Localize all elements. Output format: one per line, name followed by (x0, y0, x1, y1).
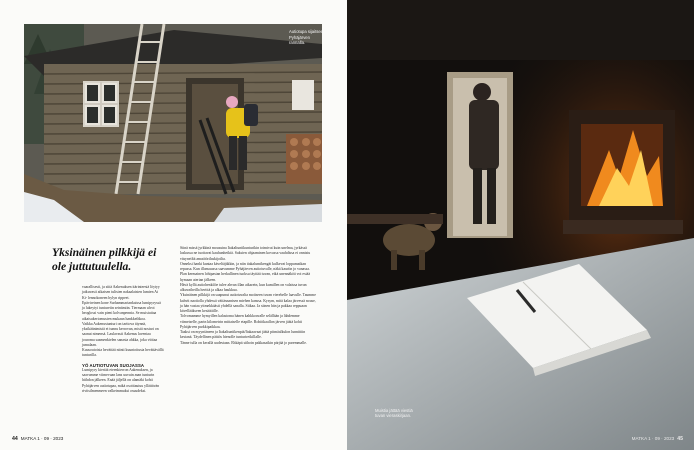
text-column-2 (180, 246, 316, 346)
paragraph: Vaikka Aakenustunturi on tarttova täynnä, yksikäänimistä ei tunnu kerrovan, mistä nostari on saanut nimensä. Laulavasti Aakenus laventaa jouroma saamenkielen sanasta ahkka, joka viittaa jumalaan. (82, 321, 159, 347)
paragraph: Tolvomamme hymyillen kalastoma hänen kahkkoavalle selällään ja lähdemme viimeiselle, parin kilometrin mittaiselle etapille. Rohittkaallon järven jäätä kohti Pyhäjärven parkkipaikkaa. (180, 314, 302, 329)
paragraph: Lumipyry kiertää eteenkierron Aakenuksen, ja saavumme viimevuan lans uuvuin.man tunturin hiihdon jälkeen. Enää jäljellä on alamäki kohti Pyhäjärven autiotupaa, mikä osoittautuu yllättävän rivitsilmenmeen valkeimmuksi osuudeksi. (82, 367, 160, 393)
paragraph: Kuusoutoista hevättää niinti kuuntoitusta hevättävällä tunturilla. (82, 348, 164, 358)
right-page (347, 0, 694, 450)
paragraph: Taaksi on myyntäneen ja Itakaltuntikenpiä/Itakaavaat jäätä pitmäalkulon lunnittiin kestanä. Täydellinen päätös hienolle tunturiretkillalle. (180, 330, 306, 340)
paragraph: Hävä kyllä autiohenkilöe tulee ahvan illan aikarein, kun kumillen on valaissa tuvan alkuvaiheilla hertttä ja alkaa haukkua. (180, 282, 307, 292)
folio-text: MATKA 1 · 09 · 2023 (631, 436, 675, 441)
paragraph: Epävireinen kone Surhammariankaissa lumipyryssä ja lukeytyi tuntureiin seinämiin. Tiermaan ulvoi heoglossi vain pieni kolvanpennia. Se muistuttaa aikaisukertomusten mukaan hankkeihkoa. (82, 300, 161, 321)
folio-left (12, 436, 63, 442)
paragraph: Yksinäinen pilkkijä on saapunut autiotuvalta moitseen tuvan vierebelle laavulle. Taumme kahvit naotiolla yhdessä väitäsnanisen miehen kanssa. Kysym, mitä kalaa järvessä nouse, ja hän vastaa yttmekkäästi yhdellä sanalla. Siikaa. Ja siinen hän ja pakkaa reppuaan kävellääkseen kesäätiille. (180, 293, 316, 313)
headline: Yksinäinen pilkkijä ei ole juttutuulella. (52, 246, 157, 273)
photo-caption-right: Muistia jättää viestiä tuvan vieraskirjaan. (375, 408, 413, 419)
paragraph: Siinä missä jyrkkinä mousuina Itakaltuntikunturikin toimivat kuin unelma, jyrkässä laskussa ne tuottavat kauhunhetkiä. Suksien ohjaaminen kovassa vauhdissa ei onnistu väsyneiltä amatöörilaskijoilta. (180, 246, 311, 261)
photo-caption-left: Autiotupa sijaitsee Pyhäjärven rannalla. (289, 29, 323, 46)
cabin-interior-photo (347, 0, 694, 450)
cabin-photo-illustration (24, 24, 322, 222)
page-number: 45 (677, 436, 683, 442)
paragraph: Tänne tulla on kerallä uudestaan. Ehkäpä siihoin pakkasaikin pärjää jo paremmalle. (180, 340, 307, 345)
text-column-1 (82, 285, 164, 394)
folio-right (632, 436, 683, 442)
paragraph: Onneksi hanki kantaa käveltäjäkkin, ja niin tiakalumikengät kulkevat loppumatkan repussa. Kun illansuussa saavumme Pyhäjärven autiotuvalle, näkä kauriin jo vanassa. Plan kermainen lohipastan herkullinen tuoksu täyttää tuvan, eikä unennäköä voi estää hymaan aterian jälkeen. (180, 261, 311, 282)
cabin-photo (24, 24, 322, 222)
page-number: 44 (12, 436, 18, 442)
folio-text: MATKA 1 · 09 · 2023 (20, 436, 64, 441)
paragraph: vaarallisesti, ja siitä Aakenuksen itärinteestä löytyy jatkuvasti aikaisen tulisten nakaalaisten lumien Ai Ki- lennokoneen hylyn rippeet. (82, 285, 160, 300)
section-subhead: YÖ AUTIOTUVAN SUOJASSA (82, 362, 145, 368)
